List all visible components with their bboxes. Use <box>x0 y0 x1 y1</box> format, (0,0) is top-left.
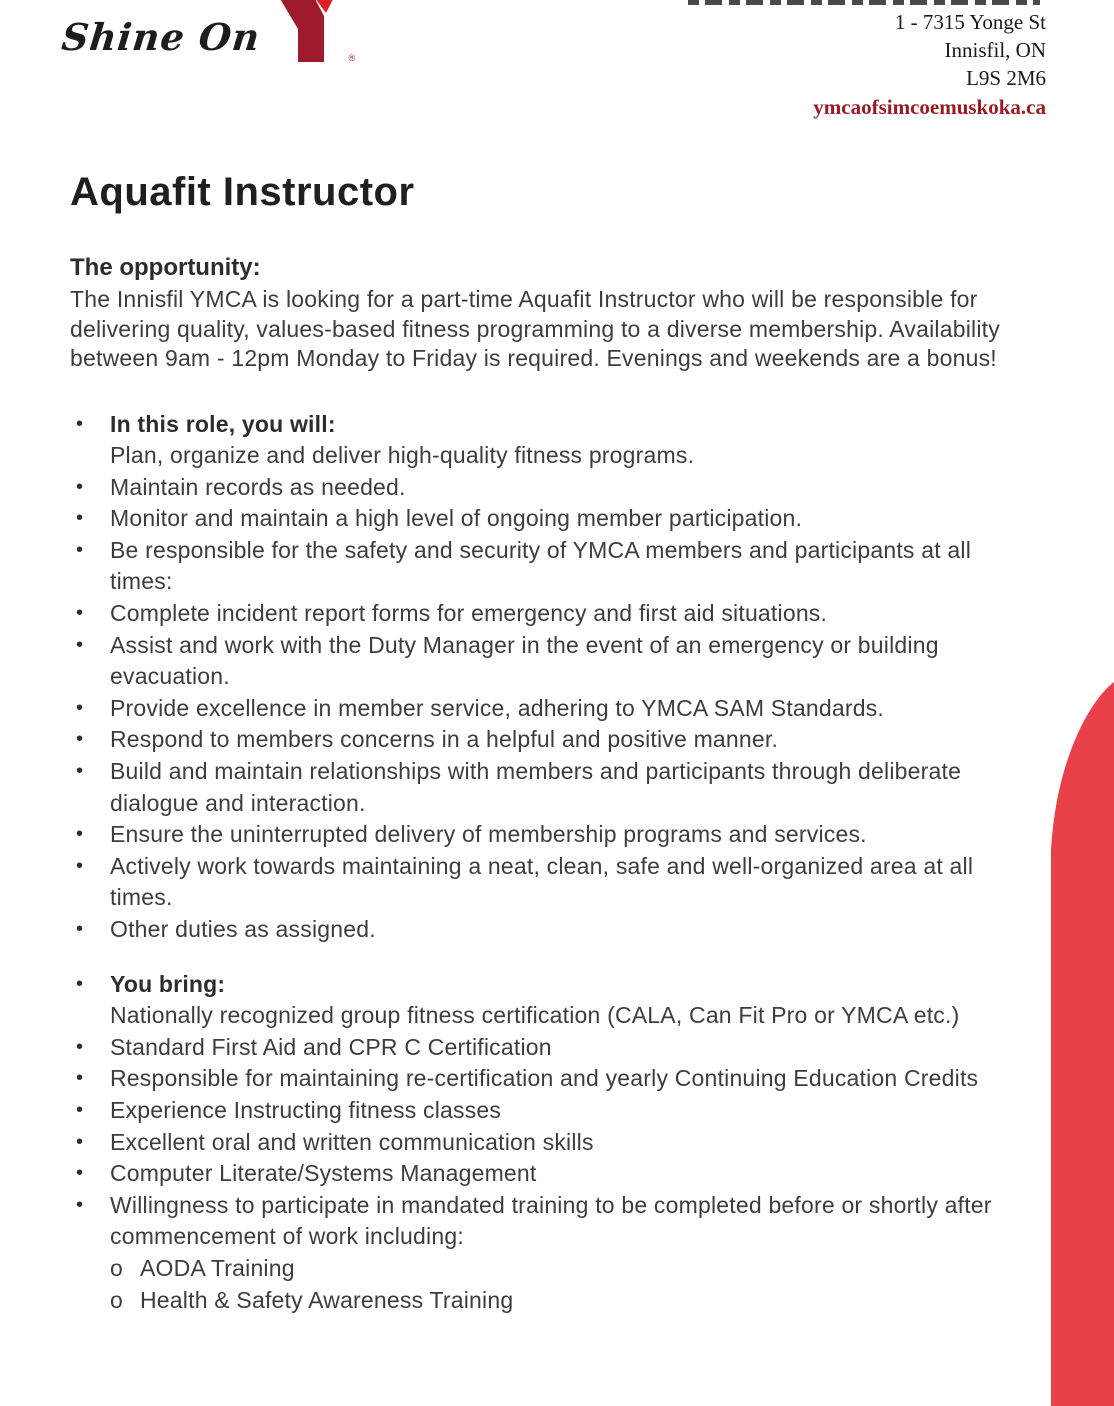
list-item <box>70 1158 1035 1190</box>
list-item <box>70 1032 1035 1064</box>
role-list-heading: In this role, you will: <box>110 410 336 437</box>
list-item <box>70 630 1035 693</box>
bullet-icon: • <box>76 696 84 719</box>
list-item-text: Willingness to participate in mandated training to be completed before or shortly after commencement of work including: <box>110 1191 992 1250</box>
bullet-icon: • <box>76 1098 84 1121</box>
list-item-text: Maintain records as needed. <box>110 473 406 500</box>
address-block <box>813 8 1046 121</box>
sub-bullet-icon: o <box>110 1254 123 1281</box>
list-item-text: Build and maintain relationships with members and participants through deliberate dialogue and interaction. <box>110 758 962 816</box>
list-item-text: Be responsible for the safety and security of YMCA members and participants at all times: <box>110 536 972 595</box>
clipped-text-fragment <box>688 0 1040 5</box>
bullet-icon: • <box>76 1067 84 1090</box>
list-item <box>70 756 1035 819</box>
list-item-text: Other duties as assigned. <box>110 916 376 942</box>
list-item <box>70 472 1035 504</box>
sub-list-item-text: Health & Safety Awareness Training <box>140 1286 514 1313</box>
registered-trademark-icon: ® <box>348 53 356 63</box>
bullet-icon: • <box>76 760 84 783</box>
bullet-icon: • <box>76 633 84 656</box>
shine-on-script-text: Shine On <box>59 15 263 59</box>
list-item <box>70 598 1035 630</box>
bullet-icon: • <box>76 854 84 877</box>
list-item-text: Monitor and maintain a high level of ongoing member participation. <box>110 505 803 532</box>
opportunity-paragraph: The Innisfil YMCA is looking for a part-time Aquafit Instructor who will be responsible for delivering quality, values-based fitness programming to a diverse membership. Availability between 9am - 12pm Monday to Friday is required. Evenings and weekends are a bonus! <box>70 286 1000 371</box>
bullet-icon: • <box>76 1130 84 1153</box>
sub-list-item <box>110 1253 1035 1285</box>
page-header <box>0 0 1114 130</box>
ymca-y-logo-icon <box>274 0 356 67</box>
list-item-text: Plan, organize and deliver high-quality fitness programs. <box>110 442 695 469</box>
list-item-text: Assist and work with the Duty Manager in the event of an emergency or building evacuation. <box>110 631 939 690</box>
list-item-text: Respond to members concerns in a helpful and positive manner. <box>110 726 779 753</box>
list-item <box>70 1190 1035 1316</box>
bullet-icon: • <box>76 475 84 498</box>
bullet-icon: • <box>76 972 84 995</box>
bullet-icon: • <box>76 412 84 435</box>
list-item <box>70 535 1035 598</box>
bullet-icon: • <box>76 602 84 625</box>
document-body <box>0 170 1050 1316</box>
bullet-icon: • <box>76 1035 84 1058</box>
bullet-icon: • <box>76 823 84 846</box>
bring-list-heading: You bring: <box>110 970 226 997</box>
list-item <box>70 409 1035 472</box>
list-item-text: Provide excellence in member service, adhering to YMCA SAM Standards. <box>110 694 885 721</box>
sub-list-item-text: AODA Training <box>140 1254 295 1281</box>
list-item-text: Excellent oral and written communication skills <box>110 1128 594 1155</box>
bullet-icon: • <box>76 918 84 940</box>
list-item <box>70 503 1035 535</box>
address-line: 1 - 7315 Yonge St <box>894 10 1046 34</box>
list-item-text: Responsible for maintaining re-certification and yearly Continuing Education Credits <box>110 1065 979 1092</box>
role-list <box>70 409 1035 946</box>
ymca-shine-on-logo <box>59 0 356 67</box>
bullet-icon: • <box>76 728 84 751</box>
bullet-icon: • <box>76 1193 84 1216</box>
list-item <box>70 1063 1035 1095</box>
list-item-text: Nationally recognized group fitness certification (CALA, Can Fit Pro or YMCA etc.) <box>110 1002 960 1029</box>
red-ribbon-decoration <box>1048 678 1114 1406</box>
bring-list <box>70 969 1035 1317</box>
list-item-text: Computer Literate/Systems Management <box>110 1160 537 1187</box>
list-item <box>70 724 1035 756</box>
bullet-icon: • <box>76 1162 84 1185</box>
list-item-text: Ensure the uninterrupted delivery of membership programs and services. <box>110 821 867 848</box>
sub-list-item <box>110 1285 1035 1317</box>
list-item-text: Standard First Aid and CPR C Certification <box>110 1033 552 1060</box>
bullet-icon: • <box>76 507 84 530</box>
list-item-text: Complete incident report forms for emergency and first aid situations. <box>110 600 828 627</box>
sub-bullet-icon: o <box>110 1286 123 1313</box>
website-link[interactable]: ymcaofsimcoemuskoka.ca <box>813 95 1046 119</box>
list-item-text: Experience Instructing fitness classes <box>110 1096 502 1123</box>
list-item <box>70 819 1035 851</box>
address-line: Innisfil, ON <box>944 38 1046 62</box>
list-item <box>70 1127 1035 1159</box>
address-line: L9S 2M6 <box>966 66 1046 90</box>
list-item <box>70 1095 1035 1127</box>
list-item-text: Actively work towards maintaining a neat, clean, safe and well-organized area at all times. <box>110 852 974 911</box>
bullet-icon: • <box>76 538 84 561</box>
list-item <box>70 851 1035 914</box>
list-item <box>70 914 1035 946</box>
page-title: Aquafit Instructor <box>70 170 415 214</box>
list-item <box>70 969 1035 1032</box>
opportunity-heading: The opportunity: <box>70 254 261 281</box>
list-item <box>70 693 1035 725</box>
